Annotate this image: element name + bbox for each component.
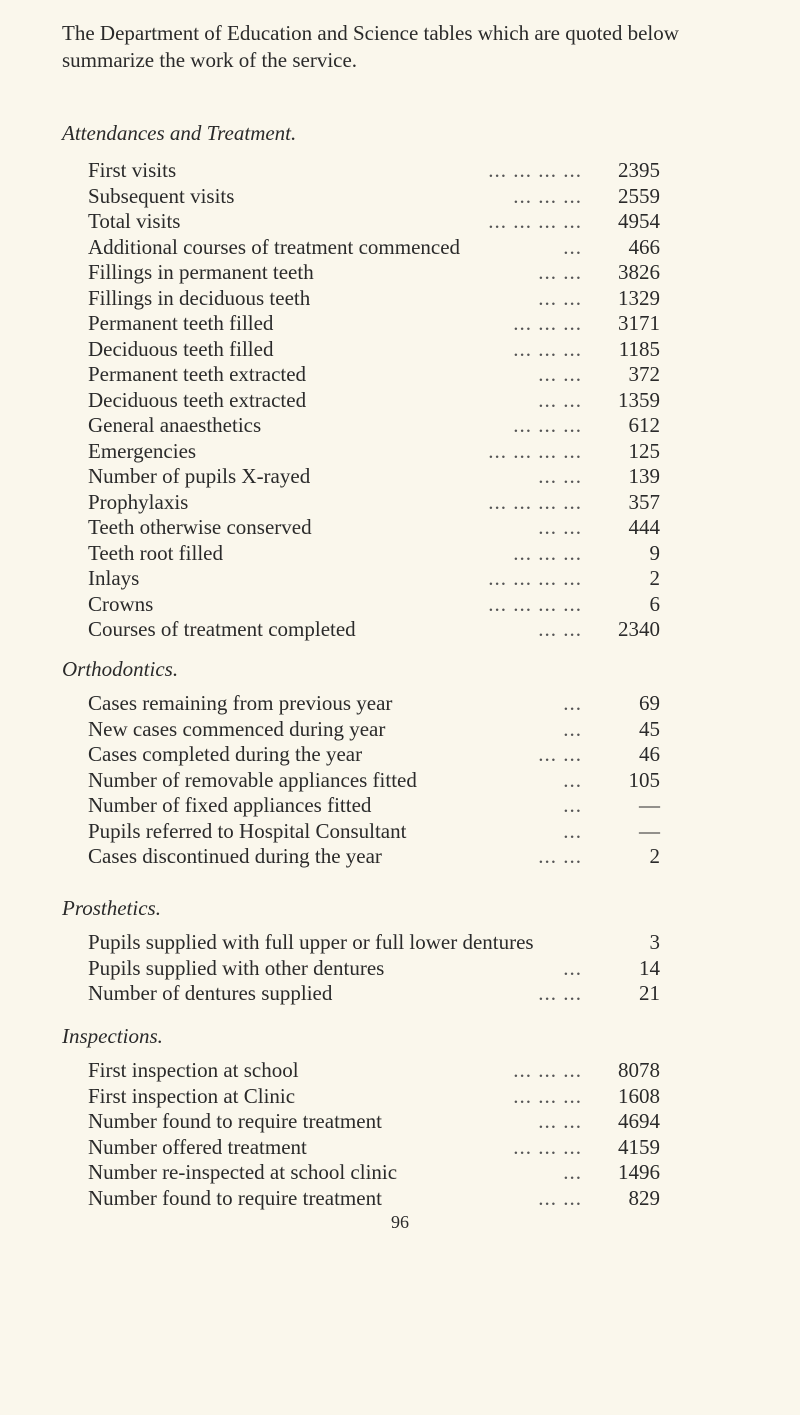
row-value: 1185 xyxy=(618,336,660,361)
row-leader-dots: ... ... xyxy=(538,844,582,868)
table-row xyxy=(88,981,660,1007)
row-value: 612 xyxy=(628,413,660,437)
table-row xyxy=(88,1058,660,1084)
row-label: Additional courses of treatment commenced xyxy=(88,234,461,259)
row-value: 139 xyxy=(628,464,660,488)
row-label: Pupils supplied with other dentures xyxy=(88,955,385,980)
row-label: Subsequent visits xyxy=(88,183,235,208)
table-row xyxy=(88,1084,660,1110)
section-heading-attendances: Attendances and Treatment. xyxy=(62,121,297,145)
table-row xyxy=(88,337,660,363)
row-leader-dots: ... ... xyxy=(538,1109,582,1133)
row-label: Cases remaining from previous year xyxy=(88,691,393,715)
row-leader-dots: ... ... ... ... xyxy=(488,566,582,590)
row-leader-dots: ... ... ... ... xyxy=(488,438,582,463)
row-leader-dots: ... ... xyxy=(538,742,582,766)
row-label: Number re-inspected at school clinic xyxy=(88,1160,398,1184)
table-row xyxy=(88,235,660,261)
row-label: Number found to require treatment xyxy=(88,1109,382,1133)
table-row xyxy=(88,566,660,592)
table-row xyxy=(88,515,660,541)
row-label: Permanent teeth extracted xyxy=(88,362,307,386)
table-row xyxy=(88,388,660,414)
row-label: Prophylaxis xyxy=(88,489,189,514)
row-leader-dots: ... ... xyxy=(538,260,582,284)
row-leader-dots: ... ... ... xyxy=(513,413,582,437)
table-row xyxy=(88,158,660,184)
row-label: Fillings in deciduous teeth xyxy=(88,285,311,310)
row-leader-dots: ... ... xyxy=(538,1185,582,1210)
row-leader-dots: ... ... ... ... xyxy=(488,158,582,182)
row-leader-dots: ... ... ... xyxy=(513,311,582,335)
table-row xyxy=(88,819,660,845)
row-value: 46 xyxy=(639,742,660,766)
row-leader-dots: ... xyxy=(563,955,582,980)
row-label: Pupils referred to Hospital Consultant xyxy=(88,818,407,843)
row-label: Number of pupils X-rayed xyxy=(88,464,311,488)
table-row xyxy=(88,541,660,567)
row-value: 466 xyxy=(628,234,660,259)
table-row xyxy=(88,768,660,794)
table-row xyxy=(88,209,660,235)
row-value: — xyxy=(639,818,660,843)
table-row xyxy=(88,311,660,337)
row-label: Permanent teeth filled xyxy=(88,311,274,335)
table-row xyxy=(88,413,660,439)
row-leader-dots: ... ... ... ... xyxy=(488,489,582,514)
row-value: 3826 xyxy=(618,260,660,284)
row-value: 2 xyxy=(649,844,660,868)
table-row xyxy=(88,439,660,465)
row-label: Courses of treatment completed xyxy=(88,617,356,641)
section-heading-prosthetics: Prosthetics. xyxy=(62,896,161,920)
row-leader-dots: ... ... ... xyxy=(513,336,582,361)
row-value: 69 xyxy=(639,691,660,715)
table-row xyxy=(88,844,660,870)
row-value: 6 xyxy=(649,591,660,616)
table-row xyxy=(88,793,660,819)
row-value: 1496 xyxy=(618,1160,660,1184)
row-value: 372 xyxy=(628,362,660,386)
row-value: 1329 xyxy=(618,285,660,310)
row-value: 45 xyxy=(639,716,660,741)
row-label: Fillings in permanent teeth xyxy=(88,260,314,284)
row-label: First visits xyxy=(88,158,177,182)
row-leader-dots: ... ... xyxy=(538,285,582,310)
row-label: Inlays xyxy=(88,566,140,590)
table-row xyxy=(88,930,660,956)
row-label: Teeth root filled xyxy=(88,540,223,565)
row-label: Number found to require treatment xyxy=(88,1185,382,1210)
row-value: 2 xyxy=(649,566,660,590)
row-leader-dots: ... ... ... ... xyxy=(488,591,582,616)
row-leader-dots: ... ... ... xyxy=(513,183,582,208)
table-row xyxy=(88,1135,660,1161)
row-leader-dots: ... ... xyxy=(538,515,582,539)
row-value: 8078 xyxy=(618,1058,660,1082)
row-value: — xyxy=(639,793,660,817)
table-row xyxy=(88,1186,660,1212)
section-heading-inspections: Inspections. xyxy=(62,1024,163,1048)
orthodontics-table xyxy=(88,691,660,870)
row-leader-dots: ... ... xyxy=(538,362,582,386)
table-row xyxy=(88,362,660,388)
row-value: 3 xyxy=(649,930,660,954)
row-value: 9 xyxy=(649,540,660,565)
row-leader-dots: ... xyxy=(563,234,582,259)
table-row xyxy=(88,592,660,618)
row-label: Teeth otherwise conserved xyxy=(88,515,312,539)
table-row xyxy=(88,617,660,643)
table-row xyxy=(88,1109,660,1135)
row-label: Pupils supplied with full upper or full lower dentures xyxy=(88,930,534,954)
row-value: 4954 xyxy=(618,209,660,233)
row-value: 3171 xyxy=(618,311,660,335)
row-leader-dots: ... ... ... xyxy=(513,1134,582,1159)
row-leader-dots: ... ... ... xyxy=(513,540,582,565)
table-row xyxy=(88,1160,660,1186)
section-heading-orthodontics: Orthodontics. xyxy=(62,657,179,681)
row-leader-dots: ... xyxy=(563,818,582,843)
table-row xyxy=(88,286,660,312)
row-value: 2395 xyxy=(618,158,660,182)
row-leader-dots: ... xyxy=(563,1160,582,1184)
table-row xyxy=(88,717,660,743)
table-row xyxy=(88,260,660,286)
row-value: 444 xyxy=(628,515,660,539)
table-row xyxy=(88,691,660,717)
row-leader-dots: ... xyxy=(563,716,582,741)
row-value: 829 xyxy=(628,1185,660,1210)
row-leader-dots: ... ... ... xyxy=(513,1083,582,1108)
row-label: Cases completed during the year xyxy=(88,742,363,766)
row-leader-dots: ... ... ... ... xyxy=(488,209,582,233)
table-row xyxy=(88,956,660,982)
row-value: 4159 xyxy=(618,1134,660,1159)
row-leader-dots: ... ... xyxy=(538,464,582,488)
table-row xyxy=(88,464,660,490)
row-value: 2340 xyxy=(618,617,660,641)
row-label: Cases discontinued during the year xyxy=(88,844,382,868)
attendances-table xyxy=(88,158,660,643)
row-leader-dots: ... ... ... xyxy=(513,1058,582,1082)
row-label: Number of dentures supplied xyxy=(88,981,333,1005)
table-row xyxy=(88,184,660,210)
row-leader-dots: ... ... xyxy=(538,387,582,412)
row-label: First inspection at Clinic xyxy=(88,1083,296,1108)
row-label: General anaesthetics xyxy=(88,413,262,437)
inspections-table xyxy=(88,1058,660,1211)
table-row xyxy=(88,490,660,516)
prosthetics-table xyxy=(88,930,660,1007)
row-value: 125 xyxy=(628,438,660,463)
row-leader-dots: ... xyxy=(563,691,582,715)
row-value: 1608 xyxy=(618,1083,660,1108)
row-label: Emergencies xyxy=(88,438,197,463)
row-label: First inspection at school xyxy=(88,1058,299,1082)
row-label: Number offered treatment xyxy=(88,1134,307,1159)
row-value: 1359 xyxy=(618,387,660,412)
row-value: 357 xyxy=(628,489,660,514)
row-leader-dots: ... xyxy=(563,767,582,792)
row-label: Deciduous teeth extracted xyxy=(88,387,307,412)
row-label: New cases commenced during year xyxy=(88,716,386,741)
row-value: 105 xyxy=(628,767,660,792)
row-value: 14 xyxy=(639,955,660,980)
row-value: 4694 xyxy=(618,1109,660,1133)
intro-paragraph: The Department of Education and Science tables which are quoted below summarize the work of the service. xyxy=(62,21,679,72)
row-value: 2559 xyxy=(618,183,660,208)
row-leader-dots: ... ... xyxy=(538,981,582,1005)
row-label: Deciduous teeth filled xyxy=(88,336,274,361)
row-leader-dots: ... ... xyxy=(538,617,582,641)
row-label: Crowns xyxy=(88,591,154,616)
page-number: 96 xyxy=(391,1212,409,1232)
row-label: Number of fixed appliances fitted xyxy=(88,793,372,817)
row-value: 21 xyxy=(639,981,660,1005)
row-label: Total visits xyxy=(88,209,181,233)
row-leader-dots: ... xyxy=(563,793,582,817)
table-row xyxy=(88,742,660,768)
row-label: Number of removable appliances fitted xyxy=(88,767,417,792)
